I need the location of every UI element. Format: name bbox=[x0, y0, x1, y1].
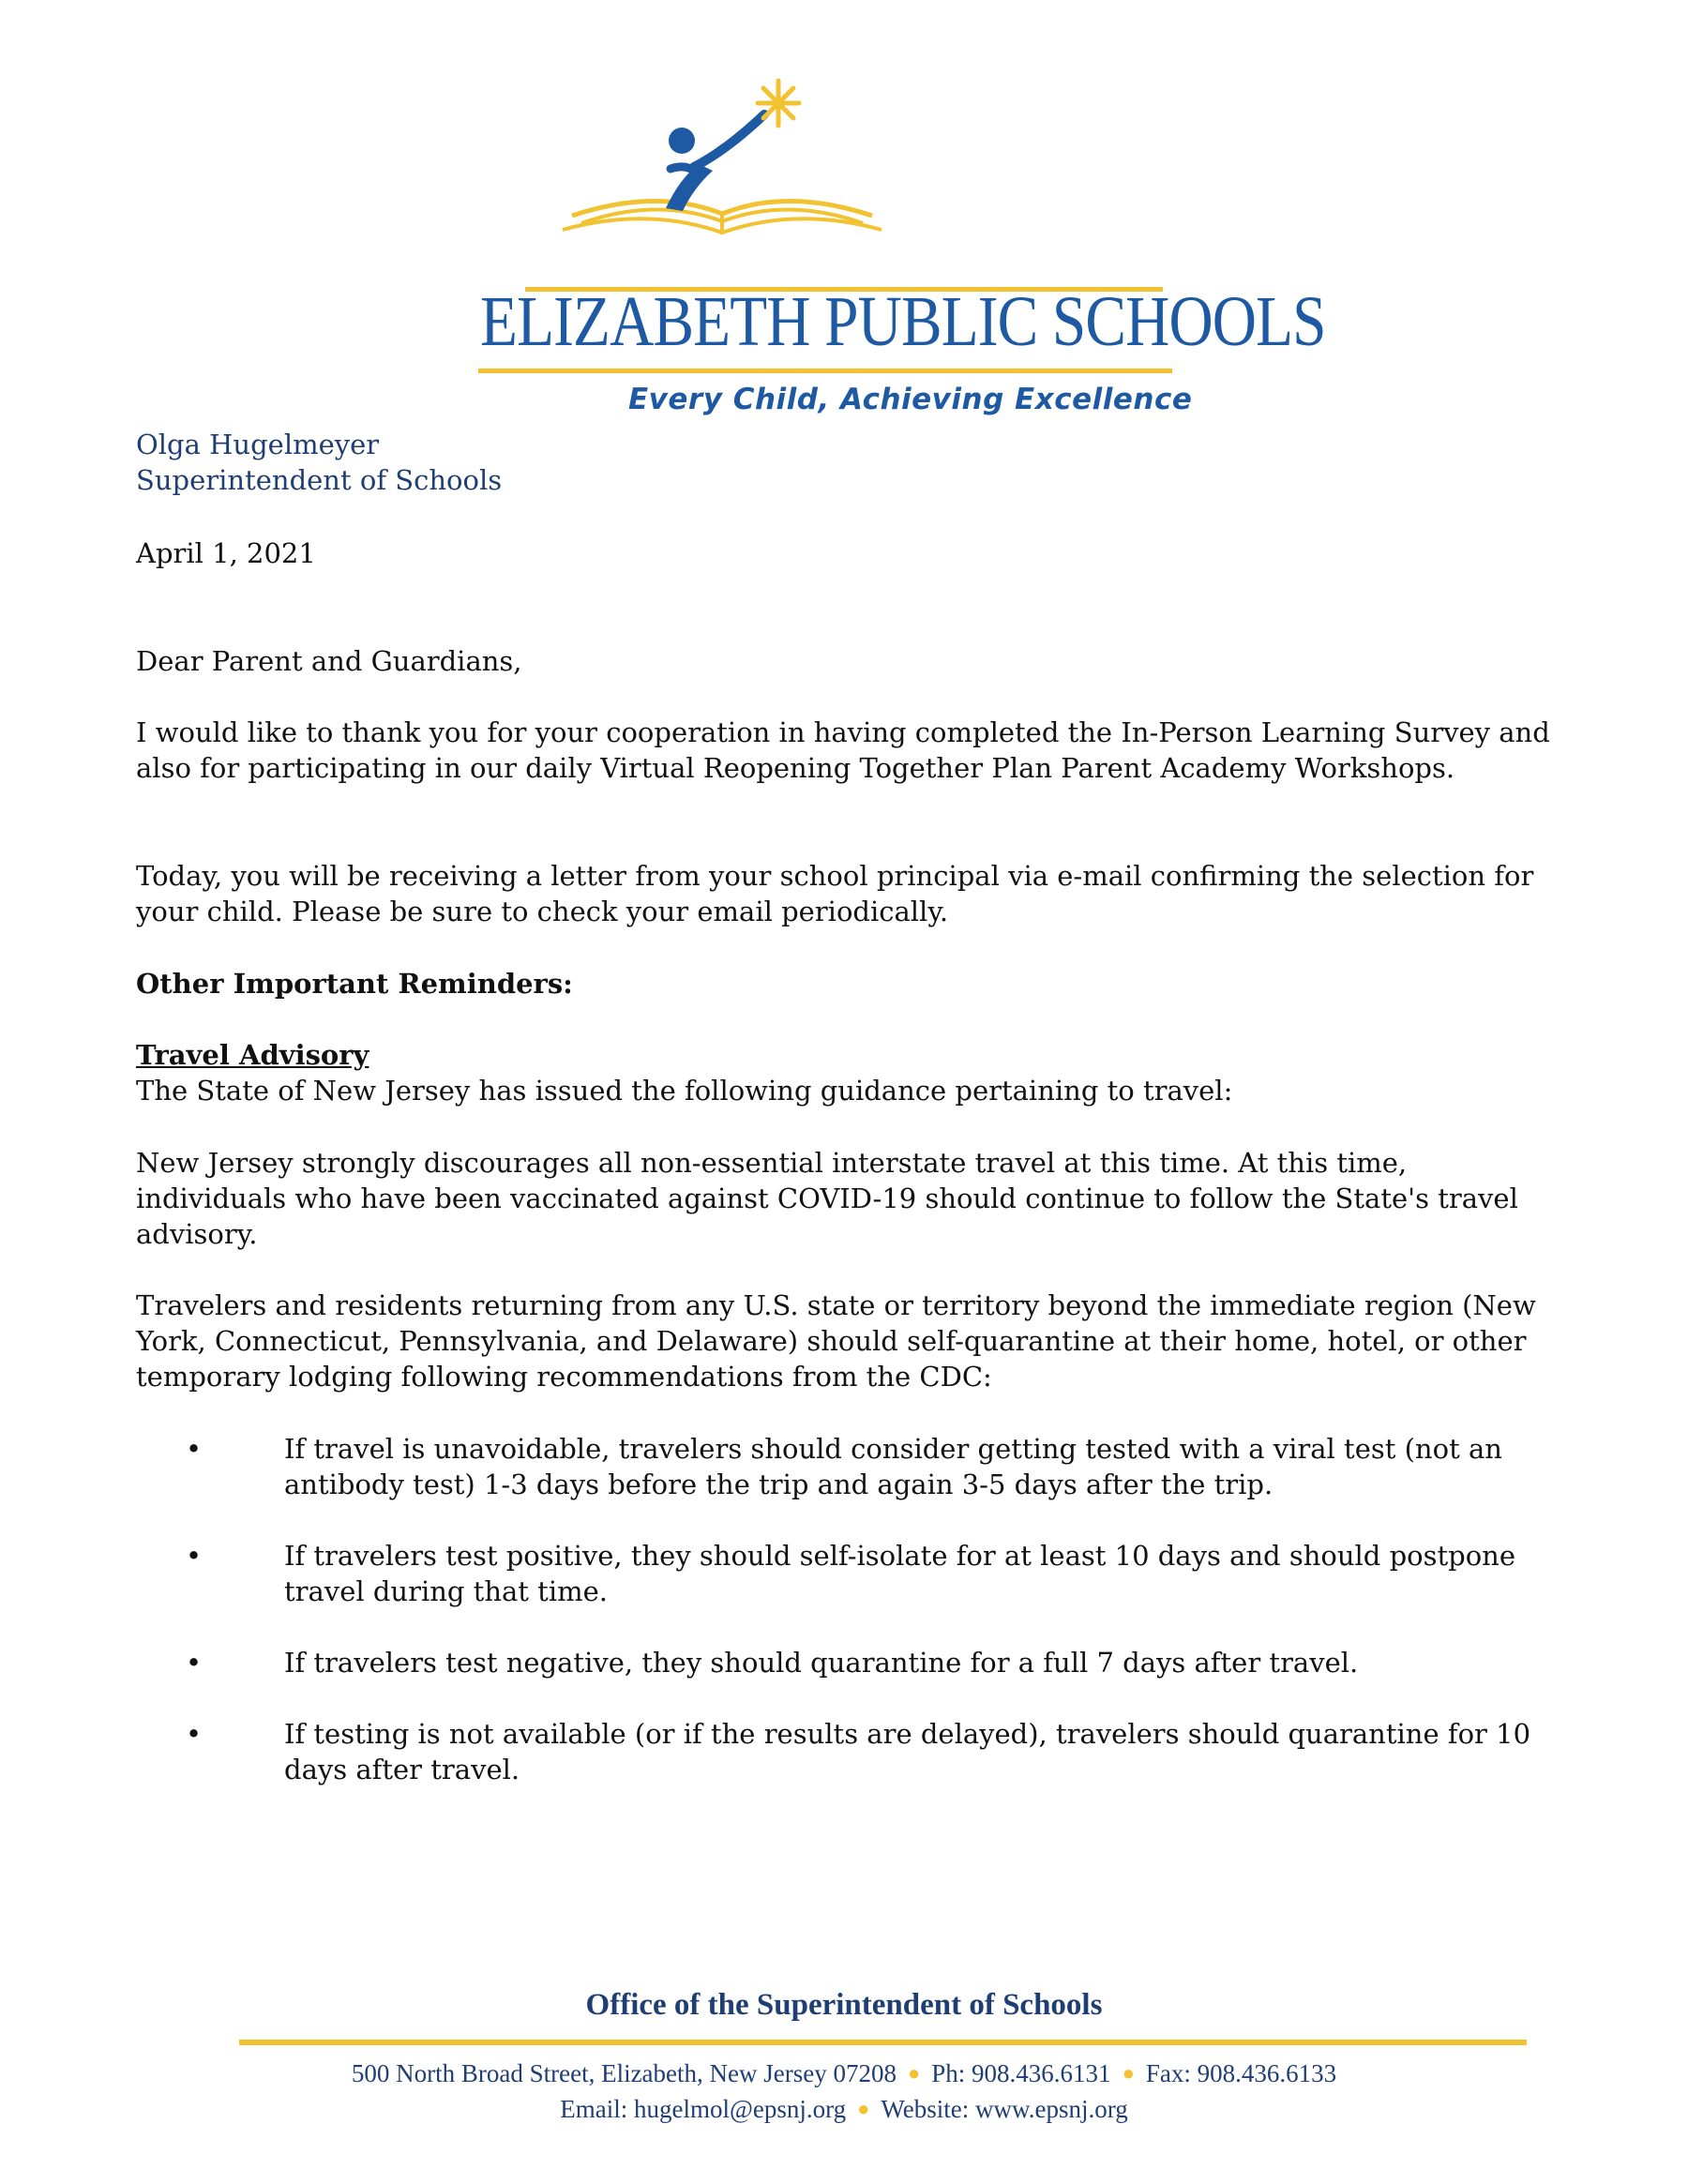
separator-dot-icon: ● bbox=[907, 2061, 921, 2085]
letterhead-rule-bottom bbox=[478, 369, 1172, 373]
reminders-heading: Other Important Reminders: bbox=[136, 968, 573, 1000]
bullet-text: If travelers test positive, they should self-isolate for at least 10 days and should postpone travel during that time. bbox=[284, 1540, 1516, 1607]
cdc-recommendations bbox=[136, 1431, 1561, 1823]
bullet-icon: • bbox=[186, 1647, 203, 1679]
bullet-icon: • bbox=[186, 1540, 203, 1572]
footer-address: 500 North Broad Street, Elizabeth, New Jersey 07208 bbox=[351, 2059, 897, 2087]
travel-advisory-heading: Travel Advisory bbox=[136, 1039, 369, 1071]
school-tagline: Every Child, Achieving Excellence bbox=[628, 383, 1193, 416]
footer-phone: Ph: 908.436.6131 bbox=[931, 2059, 1111, 2087]
list-item bbox=[136, 1431, 1561, 1502]
footer-divider bbox=[239, 2040, 1527, 2045]
bullet-list bbox=[136, 1431, 1561, 1787]
child-reading-book-star-icon bbox=[553, 75, 891, 239]
letterhead bbox=[469, 75, 1326, 416]
letter-date: April 1, 2021 bbox=[136, 537, 316, 569]
footer-website[interactable]: Website: www.epsnj.org bbox=[881, 2095, 1128, 2123]
body-paragraph-1: I would like to thank you for your cooperation in having completed the In-Person Learning Survey and also for participating in our daily Virtual Reopening Together Plan Parent Academy Workshops. bbox=[136, 716, 1550, 784]
salutation: Dear Parent and Guardians, bbox=[136, 645, 522, 677]
travel-section bbox=[136, 1037, 1561, 1108]
school-name: ELIZABETH PUBLIC SCHOOLS bbox=[480, 282, 1326, 361]
bullet-icon: • bbox=[186, 1718, 203, 1750]
bullet-text: If testing is not available (or if the results are delayed), travelers should quarantine for 10 days after travel. bbox=[284, 1718, 1531, 1785]
separator-dot-icon: ● bbox=[857, 2097, 870, 2120]
body-paragraph-2: Today, you will be receiving a letter from your school principal via e-mail confirming the selection for your child. Please be sure to check your email periodically. bbox=[136, 860, 1534, 927]
sender-name: Olga Hugelmeyer bbox=[136, 429, 380, 460]
list-item bbox=[136, 1645, 1561, 1680]
footer-fax: Fax: 908.436.6133 bbox=[1145, 2059, 1337, 2087]
list-item bbox=[136, 1538, 1561, 1609]
travel-paragraph-2: Travelers and residents returning from any U.S. state or territory beyond the immediate region (New York, Connecticut, Pennsylvania, and Delaware) should self-quarantine at their home, hotel, or other temporary lodging following recommendations from the CDC: bbox=[136, 1289, 1536, 1393]
separator-dot-icon: ● bbox=[1122, 2061, 1135, 2085]
sender-block bbox=[136, 427, 1561, 498]
footer-office-title: Office of the Superintendent of Schools bbox=[585, 1988, 1103, 2022]
sender-title: Superintendent of Schools bbox=[136, 464, 503, 496]
travel-paragraph-1: New Jersey strongly discourages all non-essential interstate travel at this time. At this time, individuals who have been vaccinated against COVID-19 should continue to follow the State's travel advisory. bbox=[136, 1147, 1518, 1250]
footer-email[interactable]: Email: hugelmol@epsnj.org bbox=[560, 2095, 847, 2123]
list-item bbox=[136, 1716, 1561, 1787]
travel-intro: The State of New Jersey has issued the following guidance pertaining to travel: bbox=[136, 1075, 1233, 1107]
bullet-icon: • bbox=[186, 1433, 203, 1465]
bullet-text: If travelers test negative, they should quarantine for a full 7 days after travel. bbox=[284, 1647, 1359, 1679]
footer-contact-line bbox=[0, 2059, 1688, 2088]
footer-web-line bbox=[0, 2095, 1688, 2124]
bullet-text: If travel is unavoidable, travelers should consider getting tested with a viral test (not an antibody test) 1-3 days before the trip and again 3-5 days after the trip. bbox=[284, 1433, 1502, 1500]
